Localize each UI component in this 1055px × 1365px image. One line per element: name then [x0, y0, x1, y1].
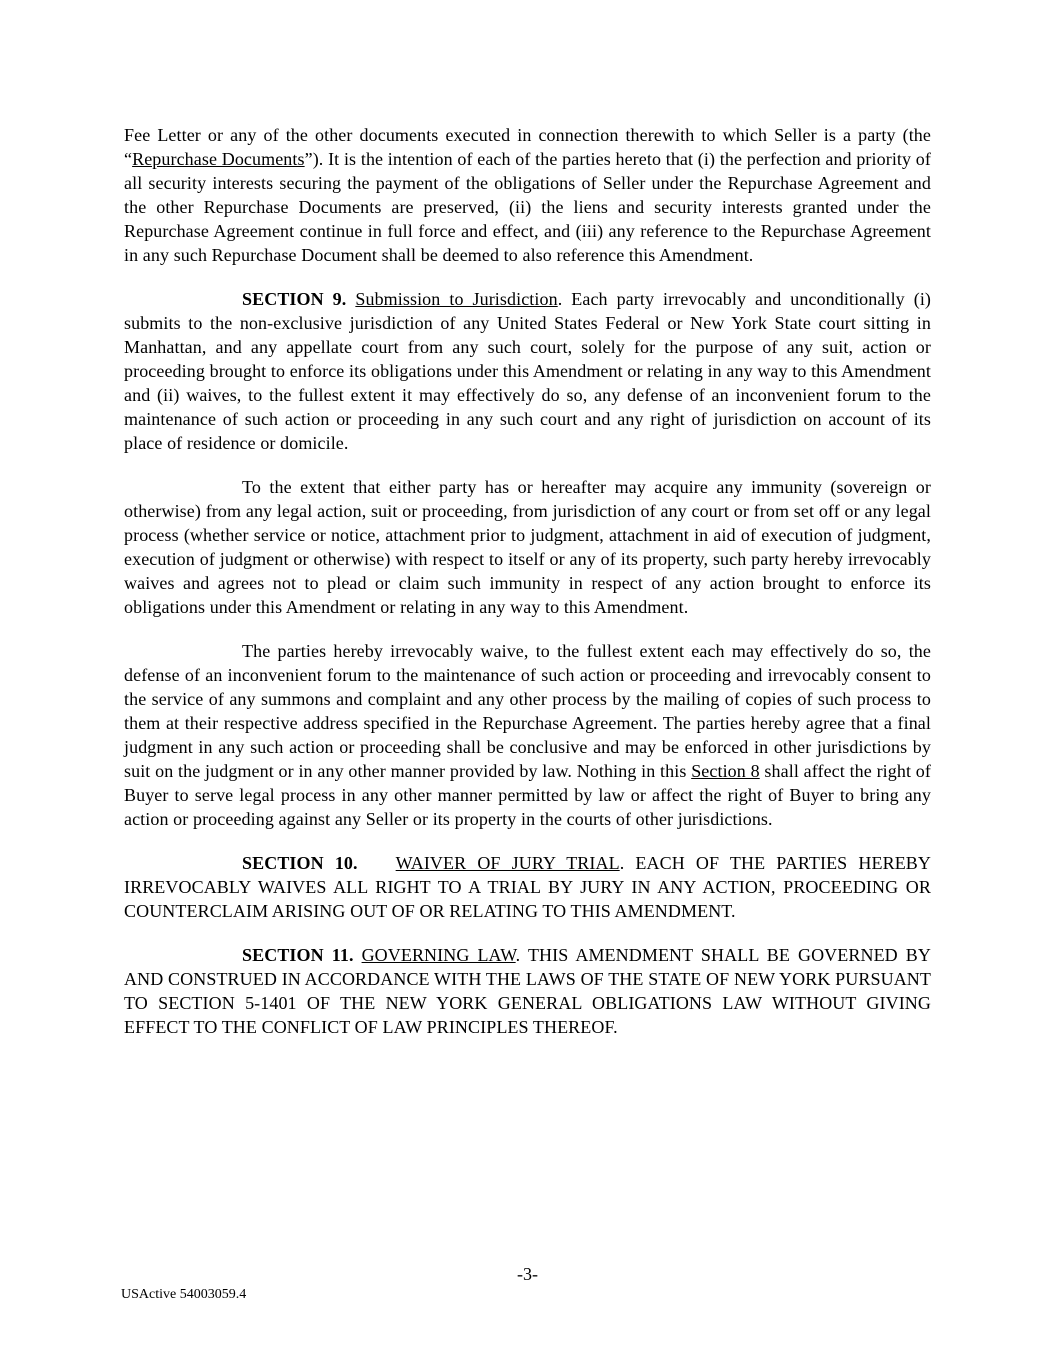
text-run: ”). It is the intention of each of the parties hereto that (i) the perfection and priority of all security interests securing the payment of the obligations of Seller under the Repurchase Agreement and the other Repurchase Documents are preserved, (ii) the liens and security interests granted under the Repurchase Agreement continue in full force and effect, and (iii) any reference to the Repurchase Agreement in any such Repurchase Document shall be deemed to also reference this Amendment.	[124, 149, 931, 265]
underlined-phrase: Repurchase Documents	[132, 149, 305, 169]
paragraph-6	[124, 943, 931, 1039]
text-run: Fee Letter or any of the other documents executed in connection therewith to which Seller is a party (the “	[124, 125, 931, 169]
paragraph-5	[124, 851, 931, 923]
page-number: -3-	[517, 1264, 538, 1284]
section-number-label: SECTION 10.	[242, 853, 358, 873]
text-run	[346, 289, 355, 309]
paragraph-4	[124, 639, 931, 831]
document-id-footer: USActive 54003059.4	[121, 1287, 247, 1302]
text-run: The parties hereby irrevocably waive, to the fullest extent each may effectively do so, the defense of an inconvenient forum to the maintenance of such action or proceeding and irrevocably consent to the service of any summons and complaint and any other process by the mailing of copies of such process to them at their respective address specified in the Repurchase Agreement. The parties hereby agree that a final judgment in any such action or proceeding shall be conclusive and may be enforced in other jurisdictions by suit on the judgment or in any other manner provided by law. Nothing in this	[124, 641, 931, 781]
paragraph-1	[124, 123, 931, 267]
underlined-phrase: Section 8	[691, 761, 760, 781]
text-run: . THIS AMENDMENT SHALL BE GOVERNED BY AND CONSTRUED IN ACCORDANCE WITH THE LAWS OF THE STATE OF NEW YORK PURSUANT TO SECTION 5-1401 OF THE NEW YORK GENERAL OBLIGATIONS LAW WITHOUT GIVING EFFECT TO THE CONFLICT OF LAW PRINCIPLES THEREOF.	[124, 945, 931, 1037]
text-run: . EACH OF THE PARTIES HEREBY IRREVOCABLY WAIVES ALL RIGHT TO A TRIAL BY JURY IN ANY ACTION, PROCEEDING OR COUNTERCLAIM ARISING OUT OF OR RELATING TO THIS AMENDMENT.	[124, 853, 931, 921]
section-number-label: SECTION 9.	[242, 289, 347, 309]
text-run: . Each party irrevocably and unconditionally (i) submits to the non-exclusive jurisdiction of any United States Federal or New York State court sitting in Manhattan, and any appellate court from any such court, solely for the purpose of any suit, action or proceeding brought to enforce its obligations under this Amendment or relating in any way to this Amendment and (ii) waives, to the fullest extent it may effectively do so, any defense of an inconvenient forum to the maintenance of such action or proceeding in any such court and any right of jurisdiction on account of its place of residence or domicile.	[124, 289, 932, 453]
underlined-phrase: WAIVER OF JURY TRIAL	[395, 853, 620, 873]
text-run: To the extent that either party has or hereafter may acquire any immunity (sovereign or otherwise) from any legal action, suit or proceeding, from jurisdiction of any court or from set off or any legal process (whether service or notice, attachment prior to judgment, attachment in aid of execution of judgment, execution of judgment or otherwise) with respect to itself or any of its property, such party hereby irrevocably waives and agrees not to plead or claim such immunity in respect of any action brought to enforce its obligations under this Amendment or relating in any way to this Amendment.	[124, 477, 931, 617]
section-number-label: SECTION 11.	[242, 945, 354, 965]
underlined-phrase: Submission to Jurisdiction	[355, 289, 558, 309]
underlined-phrase: GOVERNING LAW	[361, 945, 516, 965]
text-run	[354, 945, 362, 965]
paragraph-2	[124, 287, 931, 455]
document-body	[124, 123, 931, 1059]
paragraph-3	[124, 475, 931, 619]
text-run: shall affect the right of Buyer to serve legal process in any other manner permitted by law or affect the right of Buyer to bring any action or proceeding against any Seller or its property in the courts of other jurisdictions.	[124, 761, 931, 829]
